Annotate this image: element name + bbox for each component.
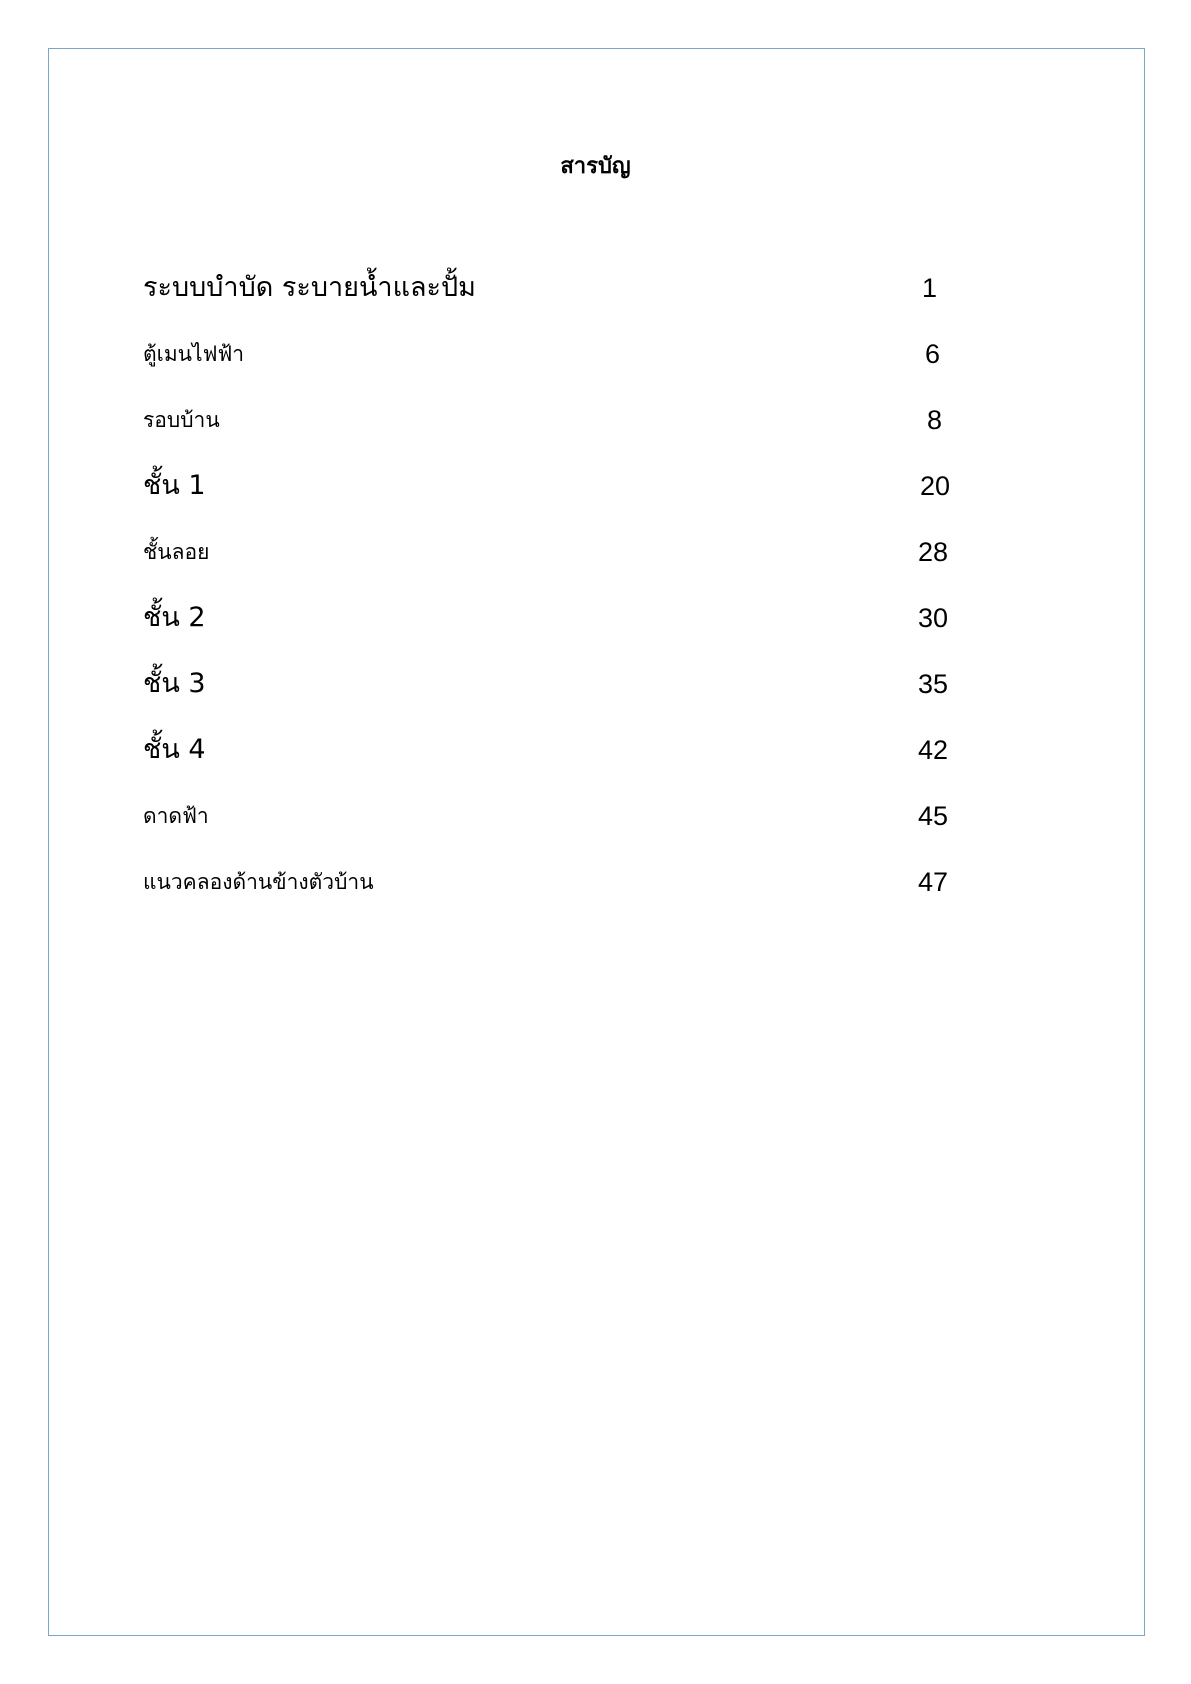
toc-entry-page: 8 [927,405,943,435]
toc-entry [0,268,1191,308]
toc-entry-label: รอบบ้าน [143,408,220,432]
toc-entry-page: 20 [920,471,951,501]
toc-entry-label: ดาดฟ้า [143,804,209,828]
toc-entry-label: ชั้น 4 [143,734,206,765]
toc-entry-page: 35 [918,669,949,699]
toc-entry-page: 6 [925,339,941,369]
toc-entry-label: ชั้นลอย [143,540,210,564]
toc-title: สารบัญ [560,154,631,179]
toc-entry-label: แนวคลองด้านข้างตัวบ้าน [143,870,374,894]
toc-entry-label: ชั้น 2 [143,602,206,633]
toc-entry [0,532,1191,572]
toc-entry [0,862,1191,902]
toc-entry [0,664,1191,704]
toc-entry [0,400,1191,440]
toc-entry-label: ตู้เมนไฟฟ้า [143,342,245,366]
toc-entry [0,796,1191,836]
toc-entry-label: ชั้น 1 [143,470,206,501]
toc-entry [0,466,1191,506]
toc-entry-page: 30 [918,603,949,633]
toc-entry [0,334,1191,374]
toc-entry-page: 1 [922,273,938,303]
toc-entry-label: ระบบบำบัด ระบายน้ำและปั้ม [143,272,476,303]
toc-entry [0,730,1191,770]
toc-entry-page: 47 [918,867,949,897]
toc-entry-page: 28 [918,537,949,567]
toc-entry-page: 42 [918,735,949,765]
toc-entry [0,598,1191,638]
toc-entry-label: ชั้น 3 [143,668,206,699]
toc-entry-page: 45 [918,801,949,831]
